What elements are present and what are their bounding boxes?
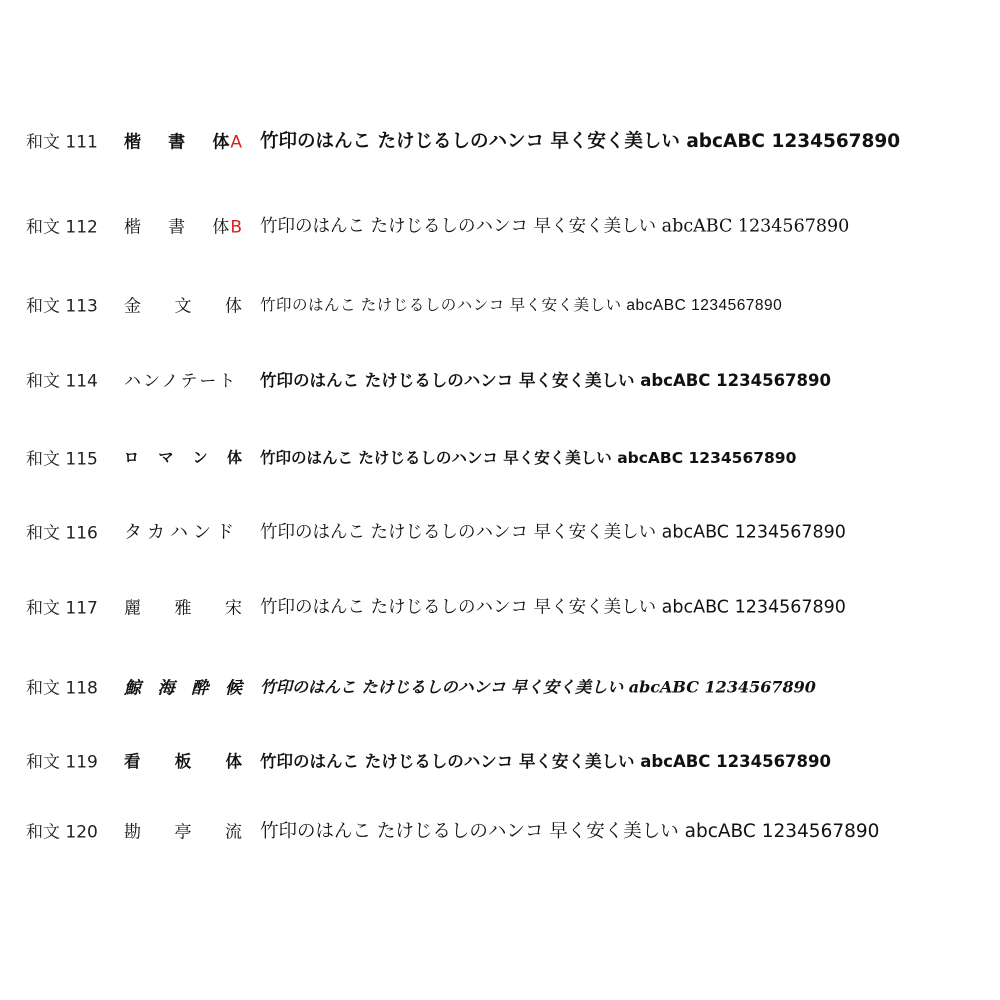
font-name-char: 体 [225,296,242,317]
font-name-char-group [212,128,242,153]
font-row-120 [0,810,1000,850]
font-row-119 [0,740,1000,780]
font-code: 和文 119 [26,752,98,773]
font-name-char: 酔 [191,678,209,699]
font-row-116 [0,511,1000,551]
font-name-char: 金 [124,296,141,317]
font-name-char: 体 [212,217,230,238]
font-name-char: 宋 [225,598,242,619]
font-code: 和文 117 [26,598,98,619]
font-row-118 [0,666,1000,706]
font-name-char: 海 [157,678,175,699]
font-name-char: 体 [212,132,230,153]
font-row-111 [0,120,1000,160]
font-sample-text: 竹印のはんこ たけじるしのハンコ 早く安く美しい abcABC 1234567890 [260,297,783,314]
font-code: 和文 115 [26,449,98,470]
font-name-char: 看 [124,752,141,771]
font-code: 和文 120 [26,822,98,843]
font-name-char: 書 [168,132,186,153]
font-name [124,292,242,317]
font-name-char: 文 [174,296,192,317]
font-name-char: 板 [174,752,192,771]
font-name [124,367,242,392]
font-name [124,748,242,772]
font-code: 和文 118 [26,678,98,699]
font-row-115 [0,437,1000,477]
font-name-char: ハンノテート [124,371,238,392]
font-name [124,213,242,238]
font-name [124,674,242,699]
font-name-char: 麗 [124,598,141,619]
font-sample-text: 竹印のはんこ たけじるしのハンコ 早く安く美しい abcABC 1234567890 [260,371,831,390]
font-name [124,518,242,544]
font-name-char: 書 [168,217,186,238]
font-name-char: 流 [225,822,242,843]
font-name-char: マ [158,448,174,467]
font-name-char-group [212,213,242,238]
font-name-char: 雅 [174,598,192,619]
font-name-char: 楷 [124,132,141,153]
font-row-114 [0,359,1000,399]
variant-mark: B [230,217,242,238]
font-row-112 [0,205,1000,245]
font-code: 和文 112 [26,217,98,238]
font-code: 和文 111 [26,132,98,153]
font-code: 和文 114 [26,371,98,392]
font-name-char: タカハンド [124,522,239,543]
font-name [124,818,242,843]
font-sample-text: 竹印のはんこ たけじるしのハンコ 早く安く美しい abcABC 1234567890 [260,677,816,697]
font-name-char: 勘 [124,822,141,843]
font-name-char: 体 [225,752,242,771]
font-sample-text: 竹印のはんこ たけじるしのハンコ 早く安く美しい abcABC 1234567890 [260,449,797,467]
font-name-char: 候 [224,678,242,699]
font-name-char: ロ [124,448,140,467]
font-name-char: ン [192,448,208,467]
font-row-117 [0,586,1000,626]
font-sample-text: 竹印のはんこ たけじるしのハンコ 早く安く美しい abcABC 1234567890 [260,131,901,152]
font-row-113 [0,284,1000,324]
font-name-char: 体 [226,448,242,467]
font-name [124,447,242,468]
font-sample-text: 竹印のはんこ たけじるしのハンコ 早く安く美しい abcABC 1234567890 [260,821,880,842]
font-sample-text: 竹印のはんこ たけじるしのハンコ 早く安く美しい abcABC 1234567890 [260,522,846,543]
font-name-char: 亭 [174,822,192,843]
font-name [124,594,242,619]
font-sample-text: 竹印のはんこ たけじるしのハンコ 早く安く美しい abcABC 1234567890 [260,752,831,771]
font-name-char: 鯨 [124,678,141,699]
font-sample-text: 竹印のはんこ たけじるしのハンコ 早く安く美しい abcABC 1234567890 [260,216,850,237]
variant-mark: A [230,132,242,153]
font-name [124,128,242,153]
font-code: 和文 116 [26,523,98,544]
font-sample-text: 竹印のはんこ たけじるしのハンコ 早く安く美しい abcABC 1234567890 [260,597,846,618]
font-name-char: 楷 [124,217,141,238]
font-code: 和文 113 [26,296,98,317]
